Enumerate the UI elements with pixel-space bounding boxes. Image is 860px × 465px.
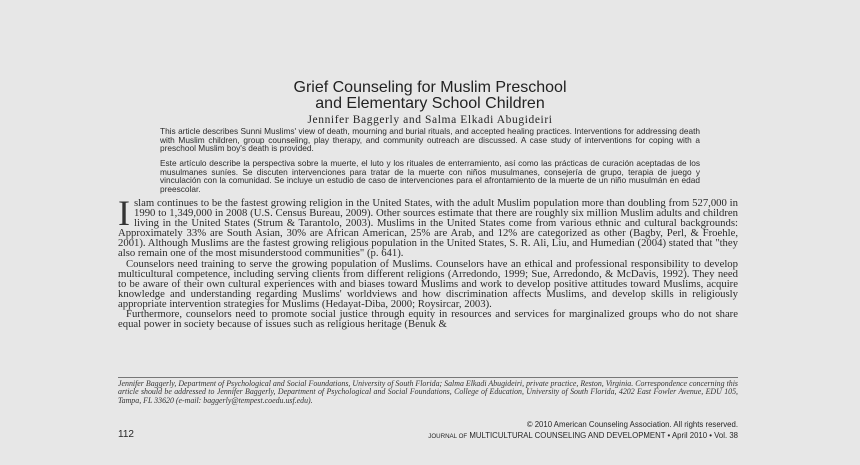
body-paragraph-1 [118,193,738,260]
page-number: 112 [118,429,134,440]
body-paragraph-2: Counselors need training to serve the growing population of Muslims. Counselors have an ethical and professional responsibility to develop multicultural competence, including serving clients from different religions (Arredondo, 1999; Sue, Arredondo, & McDavis, 1992). They need to be aware of their own cultural experiences with and biases toward Muslims and work to develop positive attitudes toward Muslims, acquire knowledge and understanding regarding Muslims' worldviews and how discrimination affects Muslims, and develop skills in religiously appropriate intervention strategies for Muslims (Hedayat-Diba, 2000; Roysircar, 2003). [118,257,738,310]
article-title [150,80,710,112]
author-affiliation-note: Jennifer Baggerly, Department of Psychological and Social Foundations, University of South Florida; Salma Elkadi Abugideiri, private practice, Reston, Virginia. Correspondence concerning this article should be addressed to Jennifer Baggerly, Department of Psychological and Social Foundations, College of Education, University of South Florida, 4202 East Fowler Avenue, EDU 105, Tampa, FL 33620 (e-mail: baggerly@tempest.coedu.usf.edu). [118,379,738,405]
author-line: Jennifer Baggerly and Salma Elkadi Abugideiri [307,114,553,126]
paragraph-1-text: slam continues to be the fastest growing religion in the United States, with the adult Muslim population more than doubling from 527,000 in 1990 to 1,349,000 in 2008 (U.S. Census Bureau, 2009). Other sources estimate that there are roughly six million Muslim adults and children living in the United States (Strum & Tarantolo, 2003). Muslims in the United States come from various ethnic and cultural backgrounds: Approximately 33% are South Asian, 30% are African American, 25% are Arab, and 12% are categorized as other (Bagby, Perl, & Froehle, 2001). Although Muslims are the fastest growing religious population in the United States, S. R. Ali, Liu, and Humedian (2004) stated that "they also remain one of the most misunderstood communities" (p. 641). [118,197,738,260]
footnote-divider [118,377,738,378]
journal-footer [228,431,738,440]
journal-issue: • April 2010 • Vol. 38 [667,431,738,440]
journal-prefix: JOURNAL OF [428,433,468,440]
article-body [118,193,738,331]
abstract-spanish: Este artículo describe la perspectiva sobre la muerte, el luto y los rituales de enterramiento, así como las prácticas de curación aceptadas de los musulmanes suníes. Se discuten intervenciones para tratar de la muerte con niños musulmanes, consejería de grupo, terapia de juego y vinculación con la comunidad. Se incluye un estudio de caso de intervenciones para el afrontamiento de la muerte de un niño musulmán en edad preescolar. [160,158,700,194]
journal-name: MULTICULTURAL COUNSELING AND DEVELOPMENT [469,431,666,440]
title-line-1: Grief Counseling for Muslim Preschool [293,79,567,96]
body-paragraph-3: Furthermore, counselors need to promote social justice through equity in resources and services for marginalized groups who do not share equal power in society because of issues such as religious heritage (Benuk & [118,308,738,331]
abstract-english: This article describes Sunni Muslims' view of death, mourning and burial rituals, and accepted healing practices. Interventions for addressing death with Muslim children, group counseling, play therapy, and community outreach are discussed. A case study of interventions for coping with a preschool Muslim boy's death is provided. [160,126,700,154]
copyright-notice: © 2010 American Counseling Association. All rights reserved. [526,420,738,429]
title-line-2: and Elementary School Children [315,95,545,112]
drop-cap: I [118,193,130,233]
